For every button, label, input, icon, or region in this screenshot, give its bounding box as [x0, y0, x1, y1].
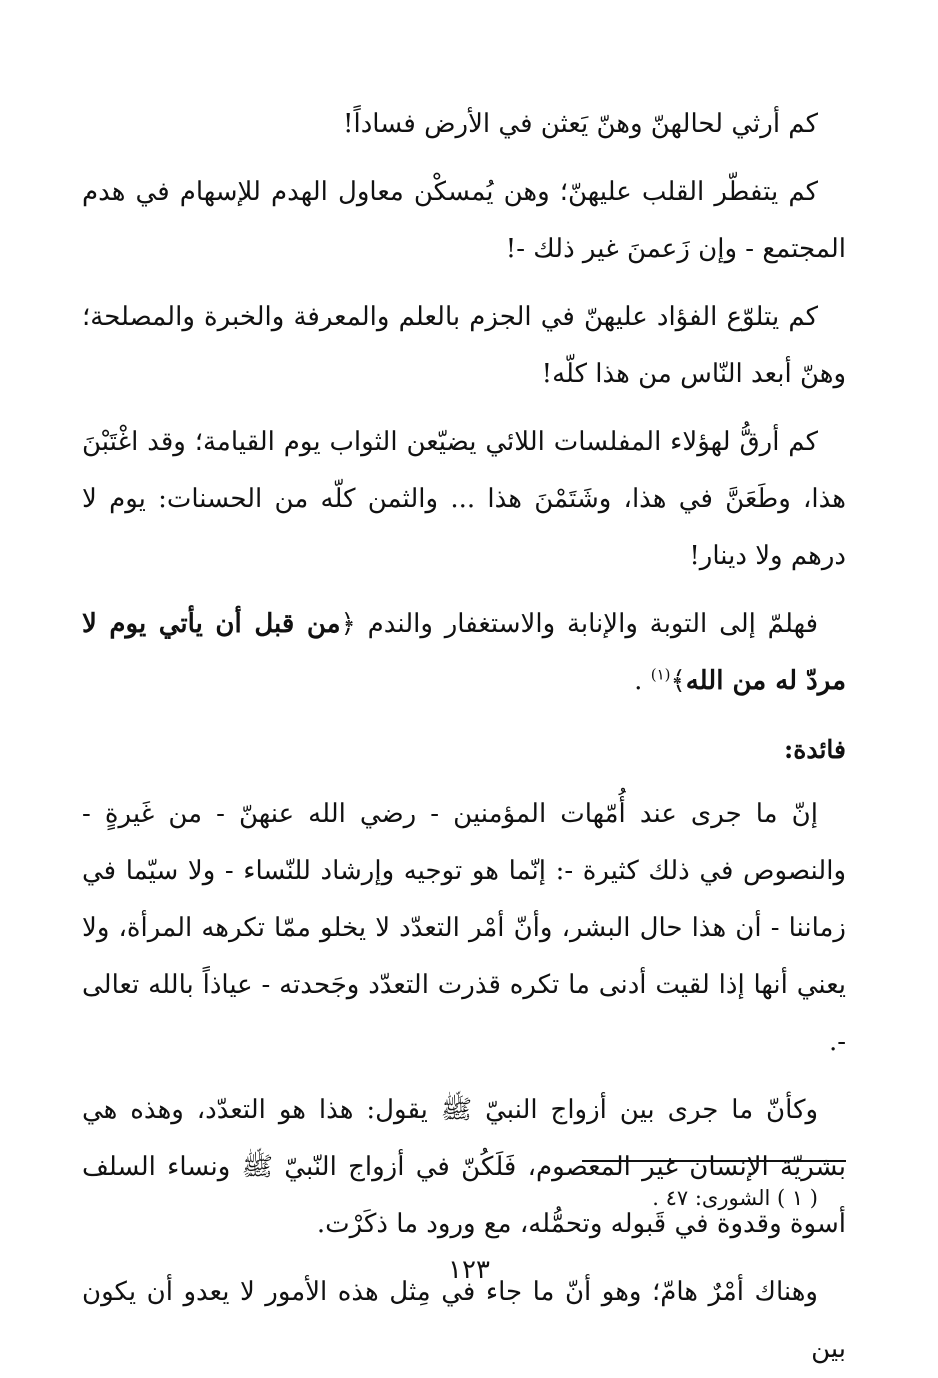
paragraph-4: كم أرقُّ لهؤلاء المفلسات اللائي يضيّعن الثواب يوم القيامة؛ وقد اغْتَبْنَ هذا، وطَعَنَّ في هذا، وشَتَمْنَ هذا ... والثمن كلّه من الحسنات: يوم لا درهم ولا دينار!: [82, 427, 846, 571]
paragraph-2: كم يتفطّر القلب عليهنّ؛ وهن يُمسكْن معاول الهدم للإسهام في هدم المجتمع - وإن زَعمنَ غير ذلك -!: [82, 177, 846, 264]
verse-open-bracket: ﴿: [340, 609, 356, 639]
verse-close-bracket: ﴾: [670, 666, 686, 696]
footnote-reference: (١): [650, 665, 671, 684]
footnote: ( ١ ) الشورى: ٤٧ .: [652, 1186, 818, 1210]
paragraph-5-end: .: [634, 666, 643, 696]
paragraph-1: كم أرثي لحالهنّ وهنّ يَعثن في الأرض فساداً!: [343, 109, 818, 139]
paragraph-5-lead: فهلمّ إلى التوبة والإنابة والاستغفار والندم: [367, 609, 819, 639]
footnote-divider: [582, 1160, 846, 1162]
paragraph-5: [82, 596, 846, 710]
paragraph-3: كم يتلوّع الفؤاد عليهنّ في الجزم بالعلم والمعرفة والخبرة والمصلحة؛ وهنّ أبعد النّاس من هذا كلّه!: [82, 302, 846, 389]
paragraph-6: إنّ ما جرى عند أُمّهات المؤمنين - رضي الله عنهنّ - من غَيرةٍ - والنصوص في ذلك كثيرة -: إنّما هو توجيه وإرشاد للنّساء - ولا سيّما في زماننا - أن هذا حال البشر، وأنّ أمْر التعدّد لا يخلو ممّا تكرهه المرأة، ولا يعني أنها إذا لقيت أدنى ما تكره قذرت التعدّد وجَحدته - عياذاً بالله تعالى -.: [82, 799, 846, 1057]
page-number: ١٢٣: [448, 1255, 490, 1285]
paragraph-8: وهناك أمْرٌ هامّ؛ وهو أنّ ما جاء في مِثل هذه الأمور لا يعدو أن يكون بين: [82, 1277, 846, 1364]
paragraph-7: وكأنّ ما جرى بين أزواج النبيّ ﷺ يقول: هذا هو التعدّد، وهذه هي بشريّة الإنسان غير المعصوم، فَلَكُنّ في أزواج النّبيّ ﷺ ونساء السلف أسوة وقدوة في قَبوله وتحمُّله، مع ورود ما ذكَرْت.: [82, 1095, 846, 1239]
section-heading: فائدة:: [784, 735, 846, 764]
quran-verse: من قبل أن يأتي يوم لا مردّ له من الله: [82, 609, 846, 696]
